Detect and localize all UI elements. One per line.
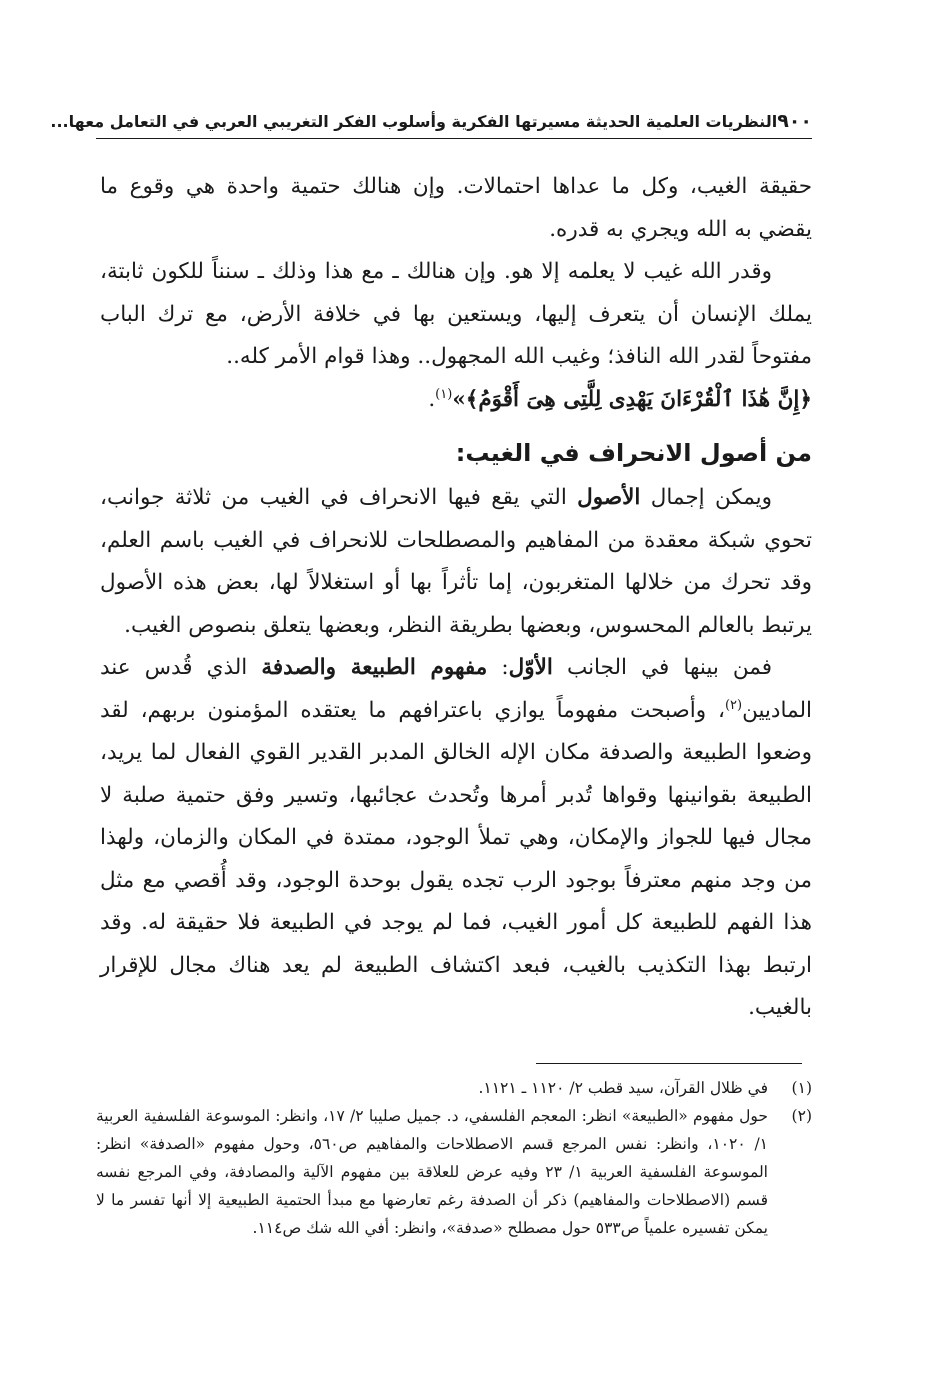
paragraph-4-bold-first: الأوّل: [508, 655, 553, 680]
running-header: [50, 104, 812, 139]
footnote-text: حول مفهوم «الطبيعة» انظر: المعجم الفلسفي، د. جميل صليبا ٢/ ١٧، وانظر: الموسوعة الفلسفية العربية ١/ ١٠٢٠، وانظر: نفس المرجع قسم الاصطلاحات والمفاهيم ص٥٦٠، وحول مفهوم «الصدفة» انظر: الموسوعة الفلسفية العربية ١/ ٢٣ وفيه عرض للعلاقة بين مفهوم الآلية والمصادفة، وفي المرجع نفسه قسم (الاصطلاحات والمفاهيم) ذكر أن الصدفة رغم تعارضها مع مبدأ الحتمية الطبيعية إلا أنها تفسر ما لا يمكن تفسيره علمياً ص٥٣٣ حول مصطلح «صدفة»، وانظر: أفي الله شك ص١١٤.: [96, 1107, 769, 1237]
paragraph-2-text: وقدر الله غيب لا يعلمه إلا هو. وإن هنالك ـ مع هذا وذلك ـ سنناً للكون ثابتة، يملك الإنسان أن يتعرف إليها، ويستعين بها في خلافة الأرض، مع ترك الباب مفتوحاً لقدر الله النافذ؛ وغيب الله المجهول.. وهذا قوام الأمر كله..: [100, 259, 812, 369]
footnote-number: (١): [791, 1079, 812, 1097]
paragraph-3: [100, 477, 812, 647]
footnote-ref-2: (٢): [724, 697, 743, 713]
main-text: [100, 166, 812, 1030]
footnote-2: [96, 1102, 812, 1242]
paragraph-1: حقيقة الغيب، وكل ما عداها احتمالات. وإن هنالك حتمية واحدة هي وقوع ما يقضي به الله ويجري به قدره.: [100, 174, 812, 242]
running-title: النظريات العلمية الحديثة مسيرتها الفكرية وأسلوب الفكر التغريبي العربي في التعامل معها...: [50, 111, 778, 131]
paragraph-2: [100, 251, 812, 379]
quran-verse-end: .: [428, 386, 436, 412]
paragraph-3-bold: الأصول: [577, 485, 641, 510]
quran-verse: ﴿إِنَّ هَٰذَا ٱلْقُرْءَانَ يَهْدِى لِلَّتِى هِىَ أَقْوَمُ﴾»: [452, 386, 812, 412]
footnotes: [96, 1074, 812, 1242]
page-number: ٩٠٠: [777, 110, 812, 132]
footnote-1: [96, 1074, 812, 1102]
quran-verse-line: [100, 379, 812, 422]
paragraph-4-colon: :: [487, 655, 509, 680]
footnote-ref-1: (١): [435, 386, 453, 402]
paragraph-4-start: فمن بينها في الجانب: [552, 655, 772, 680]
paragraph-4-bold-concept: مفهوم الطبيعة والصدفة: [261, 655, 488, 680]
footnote-number: (٢): [791, 1107, 812, 1125]
paragraph-4-rest: ، وأصبحت مفهوماً يوازي باعترافهم ما يعتقده المؤمنون بربهم، لقد وضعوا الطبيعة والصدفة مكان الإله الخالق المدبر القدير القوي الفعال لما يريد، الطبيعة بقوانينها وقواها تُدبر أمرها وتُحدث عجائبها، وتسير وفق حتمية صلبة لا مجال فيها للجواز والإمكان، وهي تملأ الوجود، ممتدة في المكان والزمان، ولهذا من وجد منهم معترفاً بوجود الرب تجده يقول بوحدة الوجود، وقد أُقصي مع مثل هذا الفهم للطبيعة كل أمور الغيب، فما لم يوجد في الطبيعة فلا حقيقة له. وقد ارتبط بهذا التكذيب بالغيب، فبعد اكتشاف الطبيعة لم يعد هناك مجال للإقرار بالغيب.: [100, 697, 812, 1020]
paragraph-4-middle: الذي قُدس عند الماديين: [100, 655, 812, 723]
paragraph-4: [100, 647, 812, 1030]
paragraph-3-rest: التي يقع فيها الانحراف في الغيب من ثلاثة جوانب، تحوي شبكة معقدة من المفاهيم والمصطلحات للانحراف في الغيب باسم العلم، وقد تحرك من خلالها المتغربون، إما تأثراً بها أو استغلالاً لها، بعض هذه الأصول يرتبط بالعالم المحسوس، وبعضها بطريقة النظر، وبعضها يتعلق بنصوص الغيب.: [100, 485, 812, 638]
footnote-divider: [536, 1063, 802, 1064]
footnote-text: في ظلال القرآن، سيد قطب ٢/ ١١٢٠ ـ ١١٢١.: [478, 1079, 768, 1097]
section-heading: من أصول الانحراف في الغيب:: [455, 439, 812, 467]
paragraph-3-start: ويمكن إجمال: [640, 485, 772, 510]
